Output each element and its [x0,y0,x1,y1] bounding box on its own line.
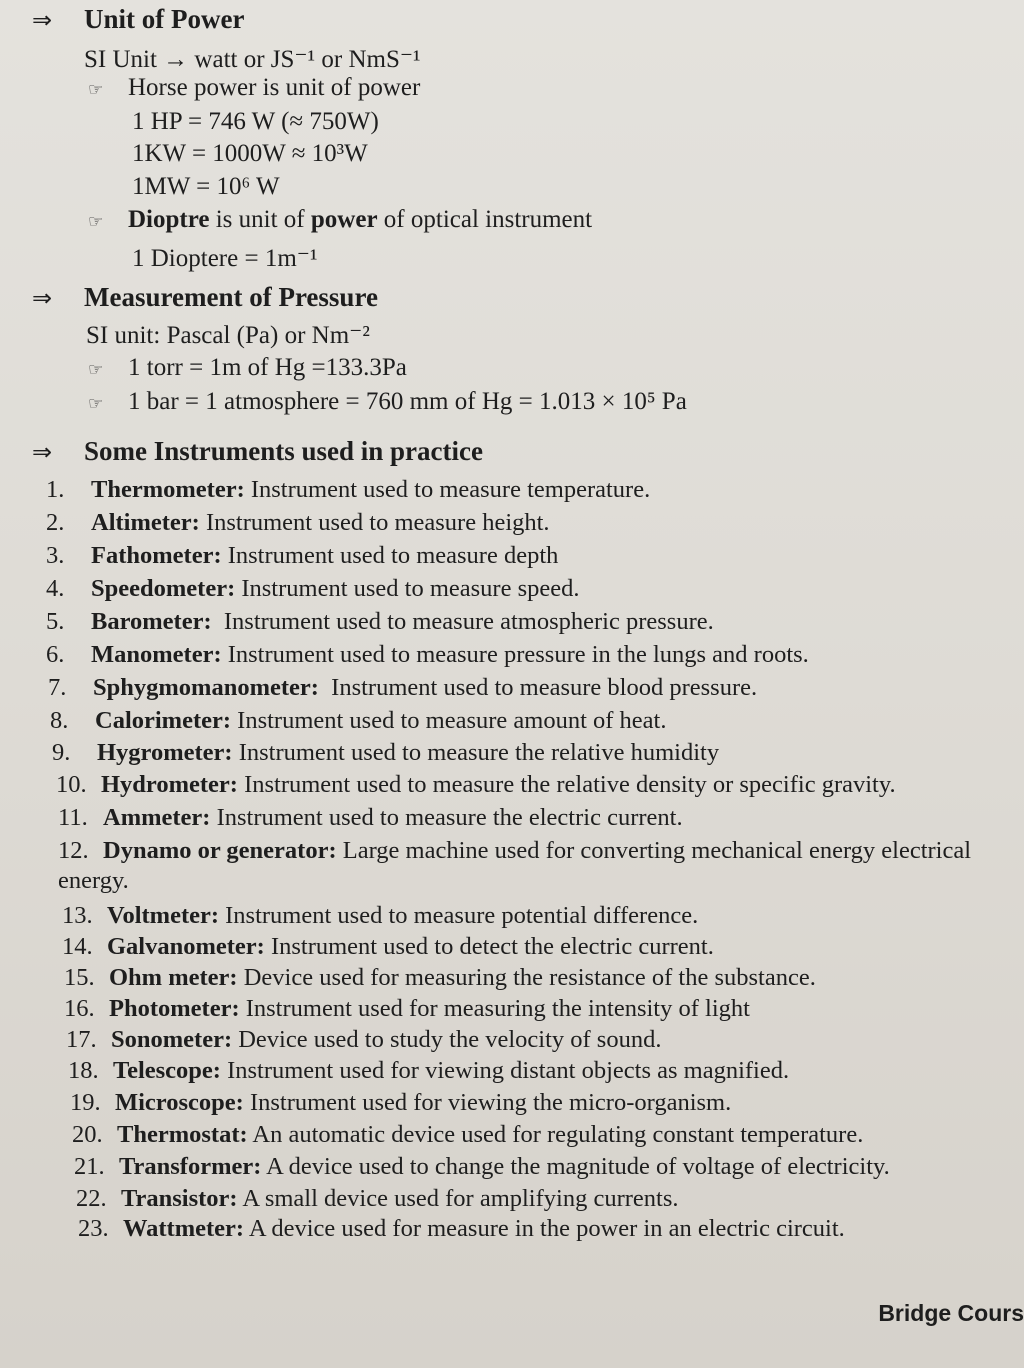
power-heading-row [32,4,244,35]
instrument-number: 6. [46,641,65,668]
instrument-description: A device used for measure in the power in an electric circuit. [244,1215,845,1242]
instrument-term: Transistor: [121,1185,238,1212]
instrument-number: 20. [72,1121,103,1148]
instrument-description: Large machine used for converting mechanical energy electrical energy. [58,837,978,894]
instrument-description: A device used to change the magnitude of voltage of electricity. [261,1153,890,1180]
instrument-description: Instrument used to measure atmospheric pressure. [211,608,714,635]
instrument-number: 22. [76,1185,107,1212]
instrument-item [64,995,750,1023]
instrument-item [76,1185,679,1213]
instrument-item [78,1215,845,1243]
instrument-description: Instrument used to measure temperature. [244,476,651,503]
instrument-item [46,509,550,537]
instrument-term: Calorimeter: [95,707,232,734]
instrument-number: 14. [62,933,93,960]
instrument-term: Sphygmomanometer: [93,674,319,701]
instrument-term: Hygrometer: [97,739,233,766]
instrument-description: A small device used for amplifying currents. [237,1185,679,1212]
instrument-item [46,641,809,669]
instruments-heading: Some Instruments used in practice [84,436,483,466]
instrument-description: Instrument used to measure pressure in the lungs and roots. [221,641,809,668]
instrument-item [52,739,719,767]
instrument-description: Device used for measuring the resistance of the substance. [237,964,816,991]
instrument-number: 4. [46,575,65,602]
instrument-term: Photometer: [109,995,240,1022]
power-eq-hp: 1 HP = 746 W (≈ 750W) [132,108,379,135]
power-eq-mw: 1MW = 10⁶ W [132,173,280,200]
instrument-term: Telescope: [113,1057,221,1084]
instrument-description: Instrument used to measure height. [199,509,550,536]
pressure-heading: Measurement of Pressure [84,282,378,312]
instrument-term: Ohm meter: [109,964,238,991]
instrument-item [62,902,698,930]
instrument-number: 13. [62,902,93,929]
instrument-term: Voltmeter: [107,902,220,929]
instrument-description: Instrument used to measure the electric current. [210,804,683,831]
instrument-number: 15. [64,964,95,991]
instrument-description: Instrument used to measure amount of heat. [231,707,667,734]
pointing-hand-icon: ☞ [88,212,104,232]
implies-arrow-icon: ⇒ [32,438,53,466]
pressure-heading-row [32,282,378,313]
instrument-item [50,707,666,735]
instrument-item [46,608,714,636]
pointing-hand-icon: ☞ [88,80,104,100]
dioptre-term: Dioptre [128,206,210,233]
instrument-item [66,1026,661,1054]
power-heading: Unit of Power [84,4,245,34]
dioptre-eq: 1 Dioptere = 1m⁻¹ [132,245,318,272]
instrument-term: Microscope: [115,1089,244,1116]
instrument-number: 3. [46,542,65,569]
instrument-term: Thermometer: [91,476,245,503]
instrument-term: Altimeter: [91,509,200,536]
footer-label: Bridge Cours [878,1300,1024,1326]
instrument-number: 5. [46,608,65,635]
instrument-description: Instrument used to measure blood pressure. [318,674,758,701]
instrument-term: Transformer: [119,1153,262,1180]
instrument-item [46,542,558,570]
instrument-term: Hydrometer: [101,771,238,798]
instrument-item [62,933,714,961]
instrument-number: 9. [52,739,71,766]
instrument-description: Device used to study the velocity of sound. [232,1026,662,1053]
instrument-number: 10. [56,771,87,798]
implies-arrow-icon: ⇒ [32,284,53,312]
instrument-term: Fathometer: [91,542,222,569]
pointing-hand-icon: ☞ [88,394,104,414]
instrument-item [58,804,683,832]
instrument-number: 7. [48,674,67,701]
instrument-term: Thermostat: [117,1121,248,1148]
instrument-number: 23. [78,1215,109,1242]
torr-row [88,354,407,382]
instrument-item [58,836,1018,896]
instrument-number: 18. [68,1057,99,1084]
instrument-description: Instrument used to detect the electric current. [264,933,714,960]
instrument-item [68,1057,789,1085]
instrument-description: Instrument used to measure depth [221,542,559,569]
instrument-term: Wattmeter: [123,1215,245,1242]
instrument-number: 8. [50,707,69,734]
instrument-item [70,1089,731,1117]
dioptre-mid: is unit of [209,206,311,233]
instrument-item [56,771,896,799]
power-eq-kw: 1KW = 1000W ≈ 10³W [132,140,368,167]
instrument-item [74,1153,890,1181]
instrument-description: Instrument used for viewing distant objects as magnified. [220,1057,790,1084]
instrument-item [46,575,580,603]
instrument-number: 12. [58,837,89,864]
instrument-number: 11. [58,804,88,831]
implies-arrow-icon: ⇒ [32,6,53,34]
instrument-item [48,674,757,702]
instrument-term: Galvanometer: [107,933,265,960]
instrument-description: Instrument used for viewing the micro-organism. [243,1089,732,1116]
dioptre-note-row [88,206,592,234]
instrument-number: 19. [70,1089,101,1116]
instrument-term: Dynamo or generator: [103,837,337,864]
instrument-term: Barometer: [91,608,212,635]
instrument-description: An automatic device used for regulating constant temperature. [247,1121,864,1148]
instrument-number: 17. [66,1026,97,1053]
instrument-description: Instrument used to measure the relative density or specific gravity. [237,771,896,798]
instrument-item [64,964,816,992]
instrument-description: Instrument used to measure potential difference. [219,902,699,929]
torr-eq: 1 torr = 1m of Hg =133.3Pa [128,354,407,381]
instrument-description: Instrument used to measure the relative humidity [232,739,720,766]
hp-note: Horse power is unit of power [128,74,421,101]
bar-row [88,388,687,416]
instrument-term: Manometer: [91,641,222,668]
instrument-item [46,476,650,504]
instrument-term: Ammeter: [103,804,211,831]
instrument-term: Speedometer: [91,575,236,602]
instrument-term: Sonometer: [111,1026,233,1053]
instrument-description: Instrument used for measuring the intensity of light [239,995,750,1022]
instrument-number: 1. [46,476,65,503]
instrument-number: 21. [74,1153,105,1180]
instruments-heading-row [32,436,483,467]
instrument-item [72,1121,863,1149]
instrument-number: 16. [64,995,95,1022]
bar-eq: 1 bar = 1 atmosphere = 760 mm of Hg = 1.013 × 10⁵ Pa [128,388,687,415]
hp-note-row [88,74,420,102]
pointing-hand-icon: ☞ [88,360,104,380]
pressure-si-unit: SI unit: Pascal (Pa) or Nm⁻² [86,322,370,349]
instrument-number: 2. [46,509,65,536]
instrument-description: Instrument used to measure speed. [235,575,580,602]
power-si-unit: SI Unit → watt or JS⁻¹ or NmS⁻¹ [84,46,421,73]
dioptre-end: of optical instrument [377,206,593,233]
dioptre-power: power [310,206,378,233]
